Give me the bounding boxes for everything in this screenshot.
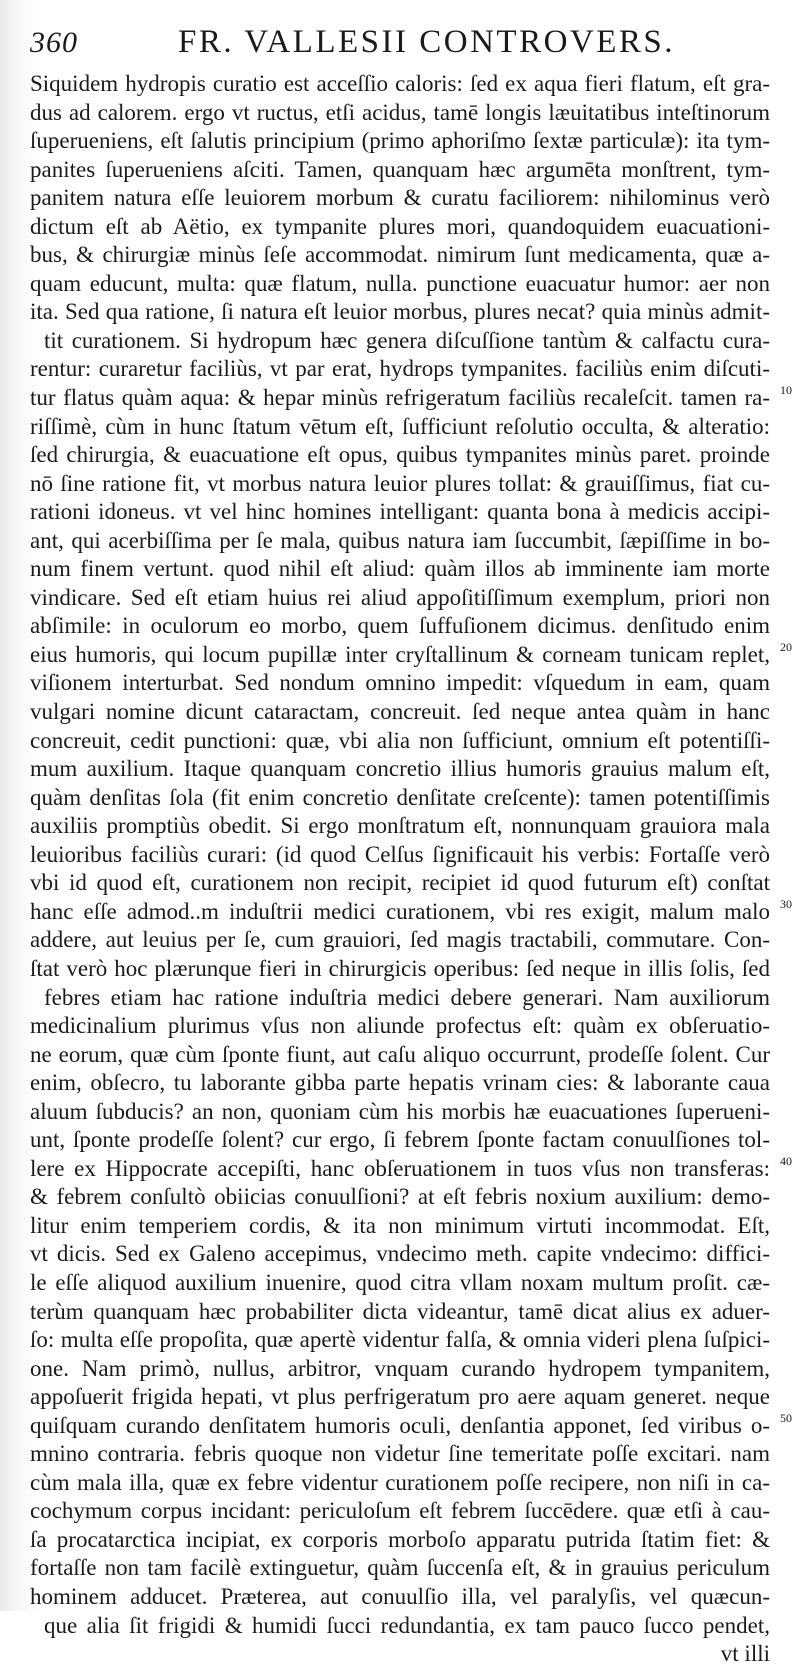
text-line: dictum eſt ab Aëtio, ex tympanite plures mori, quandoquidem euacuationi- <box>30 213 770 239</box>
text-line: bus, & chirurgiæ minùs ſeſe accommodat. nimirum ſunt medicamenta, quæ a- <box>30 242 770 268</box>
text-line: cùm mala illa, quæ ex febre videntur curationem poſſe recipere, non niſi in ca- <box>30 1469 770 1495</box>
line-number-marker: 10 <box>780 383 792 397</box>
text-line: rentur: curaretur faciliùs, vt par erat, hydrops tympanites. faciliùs enim diſcuti- <box>30 356 770 382</box>
text-line: abſimile: in oculorum eo morbo, quem ſuffuſionem dicimus. denſitudo enim <box>30 613 770 639</box>
text-line: num finem vertunt. quod nihil eſt aliud: quàm illos ab imminente iam morte <box>30 556 770 582</box>
text-line: febres etiam hac ratione induſtria medici debere generari. Nam auxiliorum <box>44 984 770 1010</box>
text-line: panites ſuperueniens aſciti. Tamen, quanquam hæc argumēta monſtrent, tym- <box>30 156 770 182</box>
line-number-marker: 40 <box>780 1154 792 1168</box>
text-line: ſtat verò hoc plærunque fieri in chirurgicis operibus: ſed neque in illis ſolis, ſed <box>30 955 770 981</box>
text-line: quiſquam curando denſitatem humoris oculi, denſantia apponet, ſed viribus o- <box>30 1412 770 1438</box>
text-line: ant, qui acerbiſſima per ſe mala, quibus natura iam ſuccumbit, ſæpiſſime in bo- <box>30 527 770 553</box>
text-line: nō ſine ratione fit, vt morbus natura leuior plures tollat: & grauiſſimus, fiat cu- <box>30 470 770 496</box>
line-number-marker: 20 <box>780 640 792 654</box>
text-line: enim, obſecro, tu laborante gibba parte hepatis vrinam cies: & laborante caua <box>30 1070 770 1096</box>
running-head: FR. VALLESII CONTROVERS. <box>178 24 676 60</box>
body-text <box>30 70 770 1669</box>
text-line: ſed chirurgia, & euacuatione eſt opus, quibus tympanites minùs paret. proinde <box>30 442 770 468</box>
text-line: quam educunt, multa: quæ flatum, nulla. punctione euacuatur humor: aer non <box>30 270 770 296</box>
text-line: rationi idoneus. vt vel hinc homines intelligant: quanta bona à medicis accipi- <box>30 499 770 525</box>
text-line: viſionem interturbat. Sed nondum omnino impedit: vſquedum in eam, quam <box>30 670 770 696</box>
text-line: tur flatus quàm aqua: & hepar minùs refrigeratum faciliùs recaleſcit. tamen ra- <box>30 385 770 411</box>
text-line: ita. Sed qua ratione, ſi natura eſt leuior morbus, plures necat? quia minùs admit- <box>30 299 770 325</box>
text-line: tit curationem. Si hydropum hæc genera diſcuſſione tantùm & calfactu cura- <box>44 327 770 353</box>
line-number-marker: 30 <box>780 897 792 911</box>
text-line: dus ad calorem. ergo vt ructus, etſi acidus, tamē longis læuitatibus inteſtinorum <box>30 99 770 125</box>
text-line: Siquidem hydropis curatio est acceſſio caloris: ſed ex aqua fieri flatum, eſt gra- <box>30 71 770 96</box>
text-line: fortaſſe non tam facilè extinguetur, quàm ſuccenſa eſt, & in grauius periculum <box>30 1555 770 1581</box>
text-line: vindicare. Sed eſt etiam huius rei aliud appoſitiſſimum exemplum, priori non <box>30 584 770 610</box>
text-line: eius humoris, qui locum pupillæ inter cryſtallinum & corneam tunicam replet, <box>30 641 770 667</box>
text-line: ſo: multa eſſe propoſita, quæ apertè videntur falſa, & omnia videri plena ſuſpici- <box>30 1327 770 1353</box>
text-line: panitem natura eſſe leuiorem morbum & curatu faciliorem: nihilominus verò <box>30 185 770 211</box>
text-line: quàm denſitas ſola (fit enim concretio denſitate creſcente): tamen potentiſſimis <box>30 784 770 810</box>
text-line: le eſſe aliquod auxilium inuenire, quod citra vllam noxam multum proſit. cæ- <box>30 1269 770 1295</box>
text-line: cochymum corpus incidant: periculoſum eſt febrem ſuccēdere. quæ etſi à cau- <box>30 1498 770 1524</box>
text-line: medicinalium plurimus vſus non aliunde profectus eſt: quàm ex obſeruatio- <box>30 1013 770 1039</box>
text-line: appoſuerit frigida hepati, vt plus perfrigeratum pro aere aquam generet. neque <box>30 1384 770 1410</box>
text-line: unt, ſponte prodeſſe ſolent? cur ergo, ſi febrem ſponte factam conuulſiones tol- <box>30 1127 770 1153</box>
text-line: lere ex Hippocrate accepiſti, hanc obſeruationem in tuos vſus non transferas: <box>30 1155 770 1181</box>
page-header <box>30 22 770 66</box>
text-line: ſa procatarctica incipiat, ex corporis morboſo apparatu putrida ſtatim fiet: & <box>30 1526 770 1552</box>
text-line: hanc eſſe admod..m induſtrii medici curationem, vbi res exigit, malum malo <box>30 898 770 924</box>
text-line: hominem adducet. Præterea, aut conuulſio illa, vel paralyſis, vel quæcun- <box>30 1583 770 1609</box>
text-line: aluum ſubducis? an non, quoniam cùm his morbis hæ euacuationes ſuperueni- <box>30 1098 770 1124</box>
text-line: riſſimè, cùm in hunc ſtatum vētum eſt, ſufficiunt reſolutio occulta, & alteratio: <box>30 413 770 439</box>
line-number-marker: 50 <box>780 1411 792 1425</box>
text-line: one. Nam primò, nullus, arbitror, vnquam curando hydropem tympanitem, <box>30 1355 770 1381</box>
text-line: ſuperueniens, eſt ſalutis principium (primo aphoriſmo ſextæ particulæ): ita tym- <box>30 128 770 154</box>
text-line: vt dicis. Sed ex Galeno accepimus, vndecimo meth. capite vndecimo: diffici- <box>30 1241 770 1267</box>
text-line: litur enim temperiem cordis, & ita non minimum virtuti incommodat. Eſt, <box>30 1212 770 1238</box>
text-line: leuioribus faciliùs curari: (id quod Celſus ſignificauit his verbis: Fortaſſe verò <box>30 841 770 867</box>
text-line: addere, aut leuius per ſe, cum grauiori, ſed magis tractabili, commutare. Con- <box>30 927 770 953</box>
text-line: mnino contraria. febris quoque non videtur ſine temeritate poſſe excitari. nam <box>30 1441 770 1467</box>
text-line: mum auxilium. Itaque quanquam concretio illius humoris grauius malum eſt, <box>30 756 770 782</box>
text-line: vbi id quod eſt, curationem non recipit, recipiet id quod futurum eſt) conſtat <box>30 870 770 896</box>
text-line: vt illi <box>720 1641 770 1667</box>
text-line: ne eorum, quæ cùm ſponte fiunt, aut caſu aliquo occurrunt, prodeſſe ſolent. Cur <box>30 1041 770 1067</box>
text-line: vulgari nomine dicunt cataractam, concreuit. ſed neque antea quàm in hanc <box>30 699 770 725</box>
text-line: terùm quanquam hæc probabiliter dicta videantur, tamē dicat alius ex aduer- <box>30 1298 770 1324</box>
text-line: auxiliis promptiùs obedit. Si ergo monſtratum eſt, nonnunquam grauiora mala <box>30 813 770 839</box>
text-line: & febrem conſultò obiicias conuulſioni? at eſt febris noxium auxilium: demo- <box>30 1184 770 1210</box>
page-number: 360 <box>30 26 78 59</box>
text-line: que alia ſit frigidi & humidi ſucci redundantia, ex tam pauco ſucco pendet, <box>44 1612 770 1638</box>
text-line: concreuit, cedit punctioni: quæ, vbi alia non ſufficiunt, omnium eſt potentiſſi- <box>30 727 770 753</box>
